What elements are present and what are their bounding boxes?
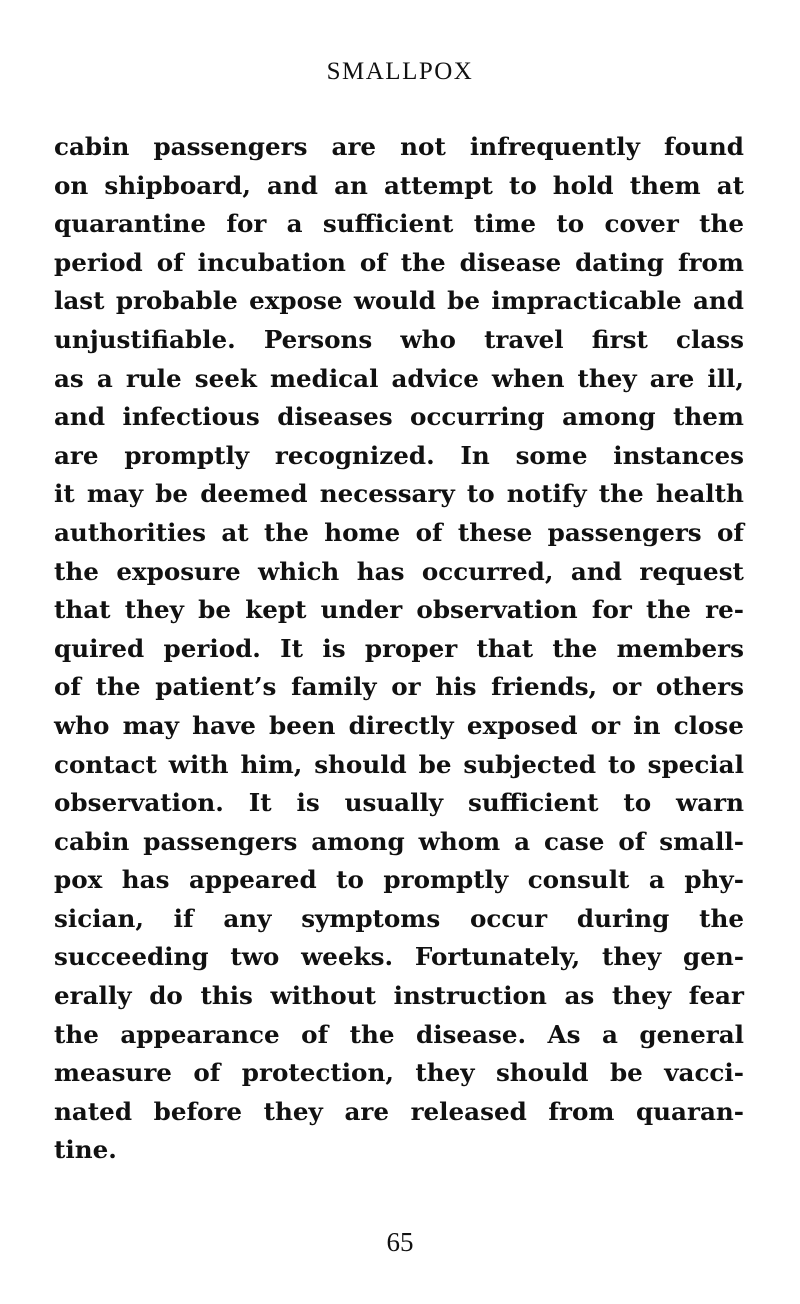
word: to [336, 865, 364, 895]
word: re- [705, 595, 744, 625]
word: some [515, 440, 588, 470]
word: found [664, 132, 744, 161]
word: it [54, 479, 75, 509]
word: quarantine [54, 209, 207, 239]
word: are [54, 440, 99, 470]
word: a [514, 826, 531, 856]
word: ill, [707, 363, 744, 393]
word: notify [506, 479, 587, 509]
word: at [221, 517, 249, 547]
word: passengers [143, 826, 298, 856]
word: as [54, 363, 84, 393]
text-line [54, 360, 744, 399]
word: and [266, 170, 318, 200]
word: the [552, 633, 598, 663]
word: of [415, 517, 443, 547]
word: that [54, 595, 111, 625]
word: It [248, 788, 272, 818]
word: sufficient [322, 209, 454, 239]
word: class [676, 324, 744, 354]
word: been [269, 710, 336, 740]
word: under [320, 595, 403, 625]
word: promptly [124, 440, 250, 470]
word: may [86, 479, 144, 509]
word: that [476, 633, 534, 663]
word: two [230, 942, 280, 972]
word: close [673, 710, 744, 740]
word: be [609, 1058, 643, 1088]
word: observation. [54, 788, 224, 818]
word: succeeding [54, 942, 209, 972]
word: if [173, 903, 194, 933]
word: first [591, 324, 648, 354]
word: these [457, 517, 533, 547]
word: special [647, 749, 744, 779]
word: last [54, 286, 105, 316]
word: home [324, 517, 401, 547]
word: when [491, 363, 565, 393]
word: the [54, 1019, 99, 1049]
word: has [356, 556, 405, 586]
word: directly [348, 710, 454, 740]
word: occurring [410, 402, 545, 432]
word: the [400, 247, 446, 277]
word: be [155, 479, 189, 509]
word: attempt [383, 170, 493, 200]
word: disease [459, 247, 562, 277]
word: kept [245, 595, 307, 625]
word: them [673, 402, 744, 432]
word: exposed [466, 710, 578, 740]
word: among [562, 402, 656, 432]
word: not [400, 132, 446, 161]
word: impracticable [491, 286, 682, 316]
text-line [54, 1054, 744, 1093]
word: for [226, 209, 267, 239]
word: a [96, 363, 113, 393]
word: among [311, 826, 405, 856]
word: to [556, 209, 585, 239]
word: passengers [547, 517, 702, 547]
word: of [618, 826, 646, 856]
text-line [54, 514, 744, 553]
word: As [547, 1019, 581, 1049]
word: is [322, 633, 346, 663]
word: from [548, 1096, 615, 1126]
word: Fortunately, [414, 942, 581, 972]
word: a [648, 865, 665, 895]
word: small- [659, 826, 744, 856]
word: or [590, 710, 621, 740]
word: advice [391, 363, 479, 393]
word: without [270, 981, 376, 1011]
word: appearance [120, 1019, 280, 1049]
word: would [353, 286, 436, 316]
text-line [54, 244, 744, 283]
text-line [54, 1131, 744, 1170]
word: passengers [153, 132, 308, 161]
word: the [699, 209, 744, 239]
word: released [410, 1096, 527, 1126]
text-line [54, 707, 744, 746]
word: deemed [200, 479, 308, 509]
word: phy- [684, 865, 744, 895]
word: expose [249, 286, 343, 316]
word: a [286, 209, 303, 239]
text-line [54, 282, 744, 321]
word: this [200, 981, 253, 1011]
word: and [570, 556, 622, 586]
text-line [54, 398, 744, 437]
word: recognized. [274, 440, 435, 470]
word: the [263, 517, 309, 547]
text-line [54, 630, 744, 669]
word: seek [194, 363, 257, 393]
word: his [435, 672, 477, 702]
word: should [495, 1058, 589, 1088]
word: diseases [277, 402, 393, 432]
text-line [54, 823, 744, 862]
body-text [54, 128, 744, 1170]
word: of [193, 1058, 221, 1088]
word: be [418, 749, 452, 779]
word: during [576, 903, 670, 933]
word: they [415, 1058, 475, 1088]
word: the [646, 595, 691, 625]
word: instruction [393, 981, 547, 1011]
word: proper [364, 633, 458, 663]
word: of [156, 247, 184, 277]
word: incubation [197, 247, 346, 277]
word: him, [240, 749, 303, 779]
word: as [564, 981, 595, 1011]
word: usually [344, 788, 444, 818]
text-line [54, 437, 744, 476]
word: they [263, 1096, 323, 1126]
word: who [400, 324, 456, 354]
word: cabin [54, 826, 130, 856]
word: occurred, [421, 556, 554, 586]
word: or [611, 672, 642, 702]
word: has [121, 865, 170, 895]
word: request [639, 556, 744, 586]
text-line [54, 668, 744, 707]
word: a [601, 1019, 618, 1049]
word: occur [469, 903, 548, 933]
word: patient’s [155, 672, 277, 702]
word: measure [54, 1058, 172, 1088]
word: warn [676, 788, 744, 818]
word: from [677, 247, 744, 277]
text-line [54, 784, 744, 823]
word: contact [54, 749, 157, 779]
word: the [598, 479, 644, 509]
word: be [447, 286, 481, 316]
word: an [334, 170, 368, 200]
word: any [223, 903, 272, 933]
word: of [301, 1019, 329, 1049]
word: is [296, 788, 320, 818]
word: in [633, 710, 661, 740]
text-line [54, 128, 744, 167]
word: tine. [54, 1135, 117, 1165]
word: them [629, 170, 701, 200]
word: gen- [683, 942, 744, 972]
word: who [54, 710, 110, 740]
page-number: 65 [386, 1227, 414, 1257]
word: consult [527, 865, 630, 895]
word: to [623, 788, 652, 818]
text-line [54, 938, 744, 977]
word: to [466, 479, 495, 509]
word: necessary [319, 479, 455, 509]
word: the [699, 903, 744, 933]
word: family [291, 672, 377, 702]
word: sician, [54, 903, 144, 933]
text-line [54, 553, 744, 592]
word: infrequently [469, 132, 640, 161]
word: fear [688, 981, 744, 1011]
word: symptoms [301, 903, 441, 933]
word: authorities [54, 517, 206, 547]
word: to [607, 749, 636, 779]
word: for [591, 595, 632, 625]
word: period [54, 247, 143, 277]
word: quired [54, 633, 145, 663]
text-line [54, 746, 744, 785]
word: are [649, 363, 695, 393]
word: and [54, 402, 106, 432]
word: have [192, 710, 256, 740]
word: and [692, 286, 744, 316]
word: are [331, 132, 377, 161]
text-line [54, 475, 744, 514]
word: of [359, 247, 387, 277]
word: the [95, 672, 141, 702]
word: with [168, 749, 229, 779]
word: the [349, 1019, 395, 1049]
text-line [54, 977, 744, 1016]
word: nated [54, 1096, 133, 1126]
word: general [639, 1019, 744, 1049]
text-line [54, 205, 744, 244]
word: of [54, 672, 81, 702]
word: quaran- [635, 1096, 744, 1126]
word: disease. [416, 1019, 527, 1049]
word: travel [484, 324, 564, 354]
word: sufficient [468, 788, 599, 818]
text-line [54, 861, 744, 900]
text-line [54, 167, 744, 206]
word: before [153, 1096, 243, 1126]
word: probable [115, 286, 238, 316]
word: whom [418, 826, 501, 856]
word: health [655, 479, 744, 509]
word: observation [416, 595, 578, 625]
word: exposure [116, 556, 241, 586]
word: erally [54, 981, 132, 1011]
word: others [655, 672, 744, 702]
word: period. [163, 633, 261, 663]
word: case [543, 826, 605, 856]
word: they [602, 942, 662, 972]
word: friends, [491, 672, 598, 702]
word: vacci- [664, 1058, 744, 1088]
word: the [54, 556, 99, 586]
word: shipboard, [104, 170, 251, 200]
word: cabin [54, 132, 130, 161]
word: to [508, 170, 537, 200]
text-line [54, 1016, 744, 1055]
word: hold [552, 170, 614, 200]
word: should [314, 749, 407, 779]
word: In [460, 440, 490, 470]
word: subjected [463, 749, 597, 779]
word: Persons [263, 324, 373, 354]
word: rule [125, 363, 182, 393]
word: dating [575, 247, 665, 277]
word: pox [54, 865, 103, 895]
word: members [616, 633, 744, 663]
word: which [258, 556, 340, 586]
word: appeared [188, 865, 317, 895]
running-head: SMALLPOX [326, 58, 474, 85]
word: of [717, 517, 744, 547]
word: they [124, 595, 184, 625]
word: they [577, 363, 637, 393]
word: unjustifiable. [54, 324, 236, 354]
word: cover [604, 209, 679, 239]
word: may [122, 710, 179, 740]
word: promptly [383, 865, 509, 895]
word: they [611, 981, 672, 1011]
word: medical [269, 363, 379, 393]
word: do [149, 981, 183, 1011]
word: at [716, 170, 744, 200]
word: weeks. [301, 942, 394, 972]
word: instances [613, 440, 744, 470]
word: be [198, 595, 231, 625]
word: on [54, 170, 89, 200]
text-line [54, 1093, 744, 1132]
word: time [473, 209, 537, 239]
word: It [280, 633, 304, 663]
text-line [54, 321, 744, 360]
word: protection, [241, 1058, 394, 1088]
word: are [344, 1096, 389, 1126]
text-line [54, 900, 744, 939]
text-line [54, 591, 744, 630]
word: infectious [122, 402, 260, 432]
word: or [391, 672, 421, 702]
